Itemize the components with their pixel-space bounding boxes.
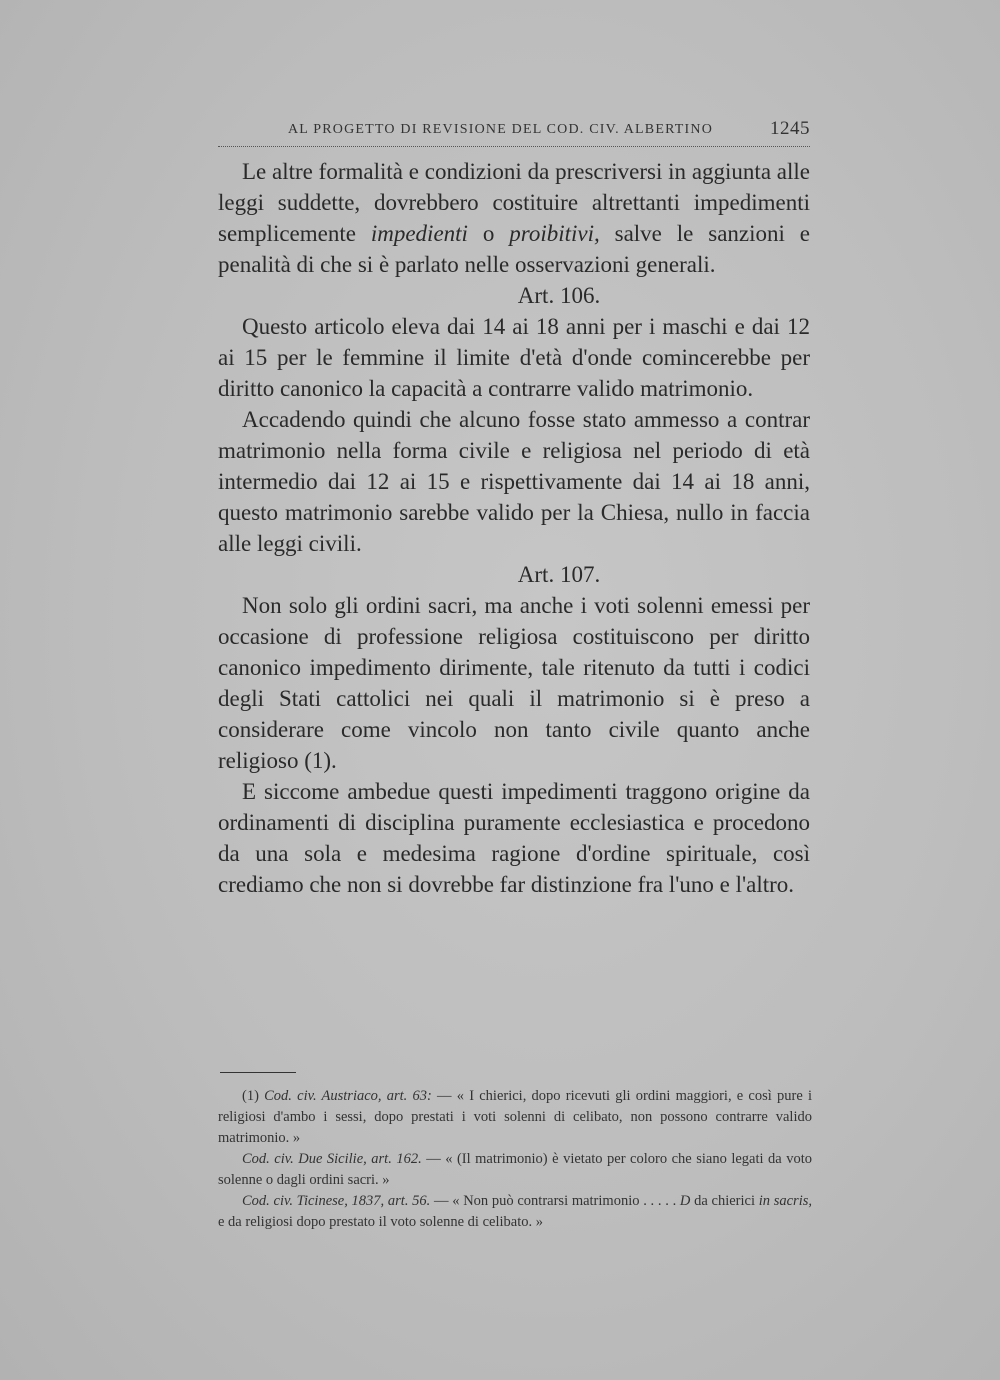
footnote-3-in-sacris: in sacris,	[758, 1193, 813, 1209]
article-106-heading: Art. 106.	[517, 283, 601, 308]
footnote-rule	[220, 1072, 296, 1073]
paragraph-intro	[218, 156, 810, 280]
footnote-3-letter: D	[679, 1193, 691, 1209]
footnote-1	[218, 1086, 812, 1149]
italic-term-impedienti: impedienti	[370, 221, 468, 246]
paragraph-intro-text-a: Le altre formalità e condizioni da prescriversi in aggiunta alle leggi suddette, dovrebbero costituire altrettanti impedimenti semplicemente	[218, 159, 810, 246]
paragraph-intro-text-c: salve le sanzioni e penalità di che si è parlato nelle osservazioni generali.	[218, 221, 811, 277]
article-106-paragraph-2: Accadendo quindi che alcuno fosse stato ammesso a contrar matrimonio nella forma civile e religiosa nel periodo di età intermedio dai 12 ai 15 e rispettivamente dai 14 ai 18 anni, questo matrimonio sarebbe valido per la Chiesa, nullo in faccia alle leggi civili.	[218, 407, 810, 556]
footnote-3-citation: Cod. civ. Ticinese, 1837, art. 56.	[242, 1193, 431, 1209]
running-head	[288, 118, 810, 144]
main-text	[218, 156, 810, 900]
article-107-paragraph-2: E siccome ambedue questi impedimenti traggono origine da ordinamenti di disciplina puramente ecclesiastica e procedono da una sola e medesima ragione d'ordine spirituale, così crediamo che non si dovrebbe far distinzione fra l'uno e l'altro.	[218, 779, 810, 897]
footnote-3-text-c: e da religiosi dopo prestato il voto solenne di celibato. »	[218, 1214, 543, 1230]
footnote-3	[218, 1191, 812, 1233]
footnote-2-citation: Cod. civ. Due Sicilie, art. 162.	[242, 1151, 422, 1167]
footnote-3-text-a: — « Non può contrarsi matrimonio . . . . .	[430, 1193, 680, 1209]
footnote-2	[218, 1149, 812, 1191]
footnote-2-text: — « (Il matrimonio) è vietato per coloro che siano legati da voto solenne o dagli ordini sacri. »	[218, 1151, 812, 1188]
paragraph-intro-text-b: o	[467, 221, 510, 246]
article-107-heading: Art. 107.	[517, 562, 601, 587]
article-106-paragraph-1: Questo articolo eleva dai 14 ai 18 anni per i maschi e dai 12 ai 15 per le femmine il limite d'età d'onde comincerebbe per diritto canonico la capacità a contrarre valido matrimonio.	[218, 314, 810, 401]
footnote-marker: (1)	[242, 1088, 265, 1104]
page-number: 1245	[770, 118, 810, 139]
header-rule	[218, 146, 810, 147]
italic-term-proibitivi: proibitivi,	[509, 221, 600, 246]
footnotes	[218, 1086, 812, 1233]
article-107-paragraph-1: Non solo gli ordini sacri, ma anche i voti solenni emessi per occasione di professione religiosa costituiscono per diritto canonico impedimento dirimente, tale ritenuto da tutti i codici degli Stati cattolici nei quali il matrimonio si è preso a considerare come vincolo non tanto civile quanto anche religioso (1).	[218, 593, 810, 773]
footnote-3-text-b: da chierici	[690, 1193, 759, 1209]
running-title: AL PROGETTO DI REVISIONE DEL COD. CIV. ALBERTINO	[288, 122, 714, 137]
footnote-1-citation: Cod. civ. Austriaco, art. 63:	[264, 1088, 432, 1104]
footnote-1-text: — « I chierici, dopo ricevuti gli ordini maggiori, e così pure i religiosi d'ambo i sessi, dopo prestati i voti solenni di celibato, non possono contrarre valido matrimonio. »	[218, 1088, 812, 1146]
